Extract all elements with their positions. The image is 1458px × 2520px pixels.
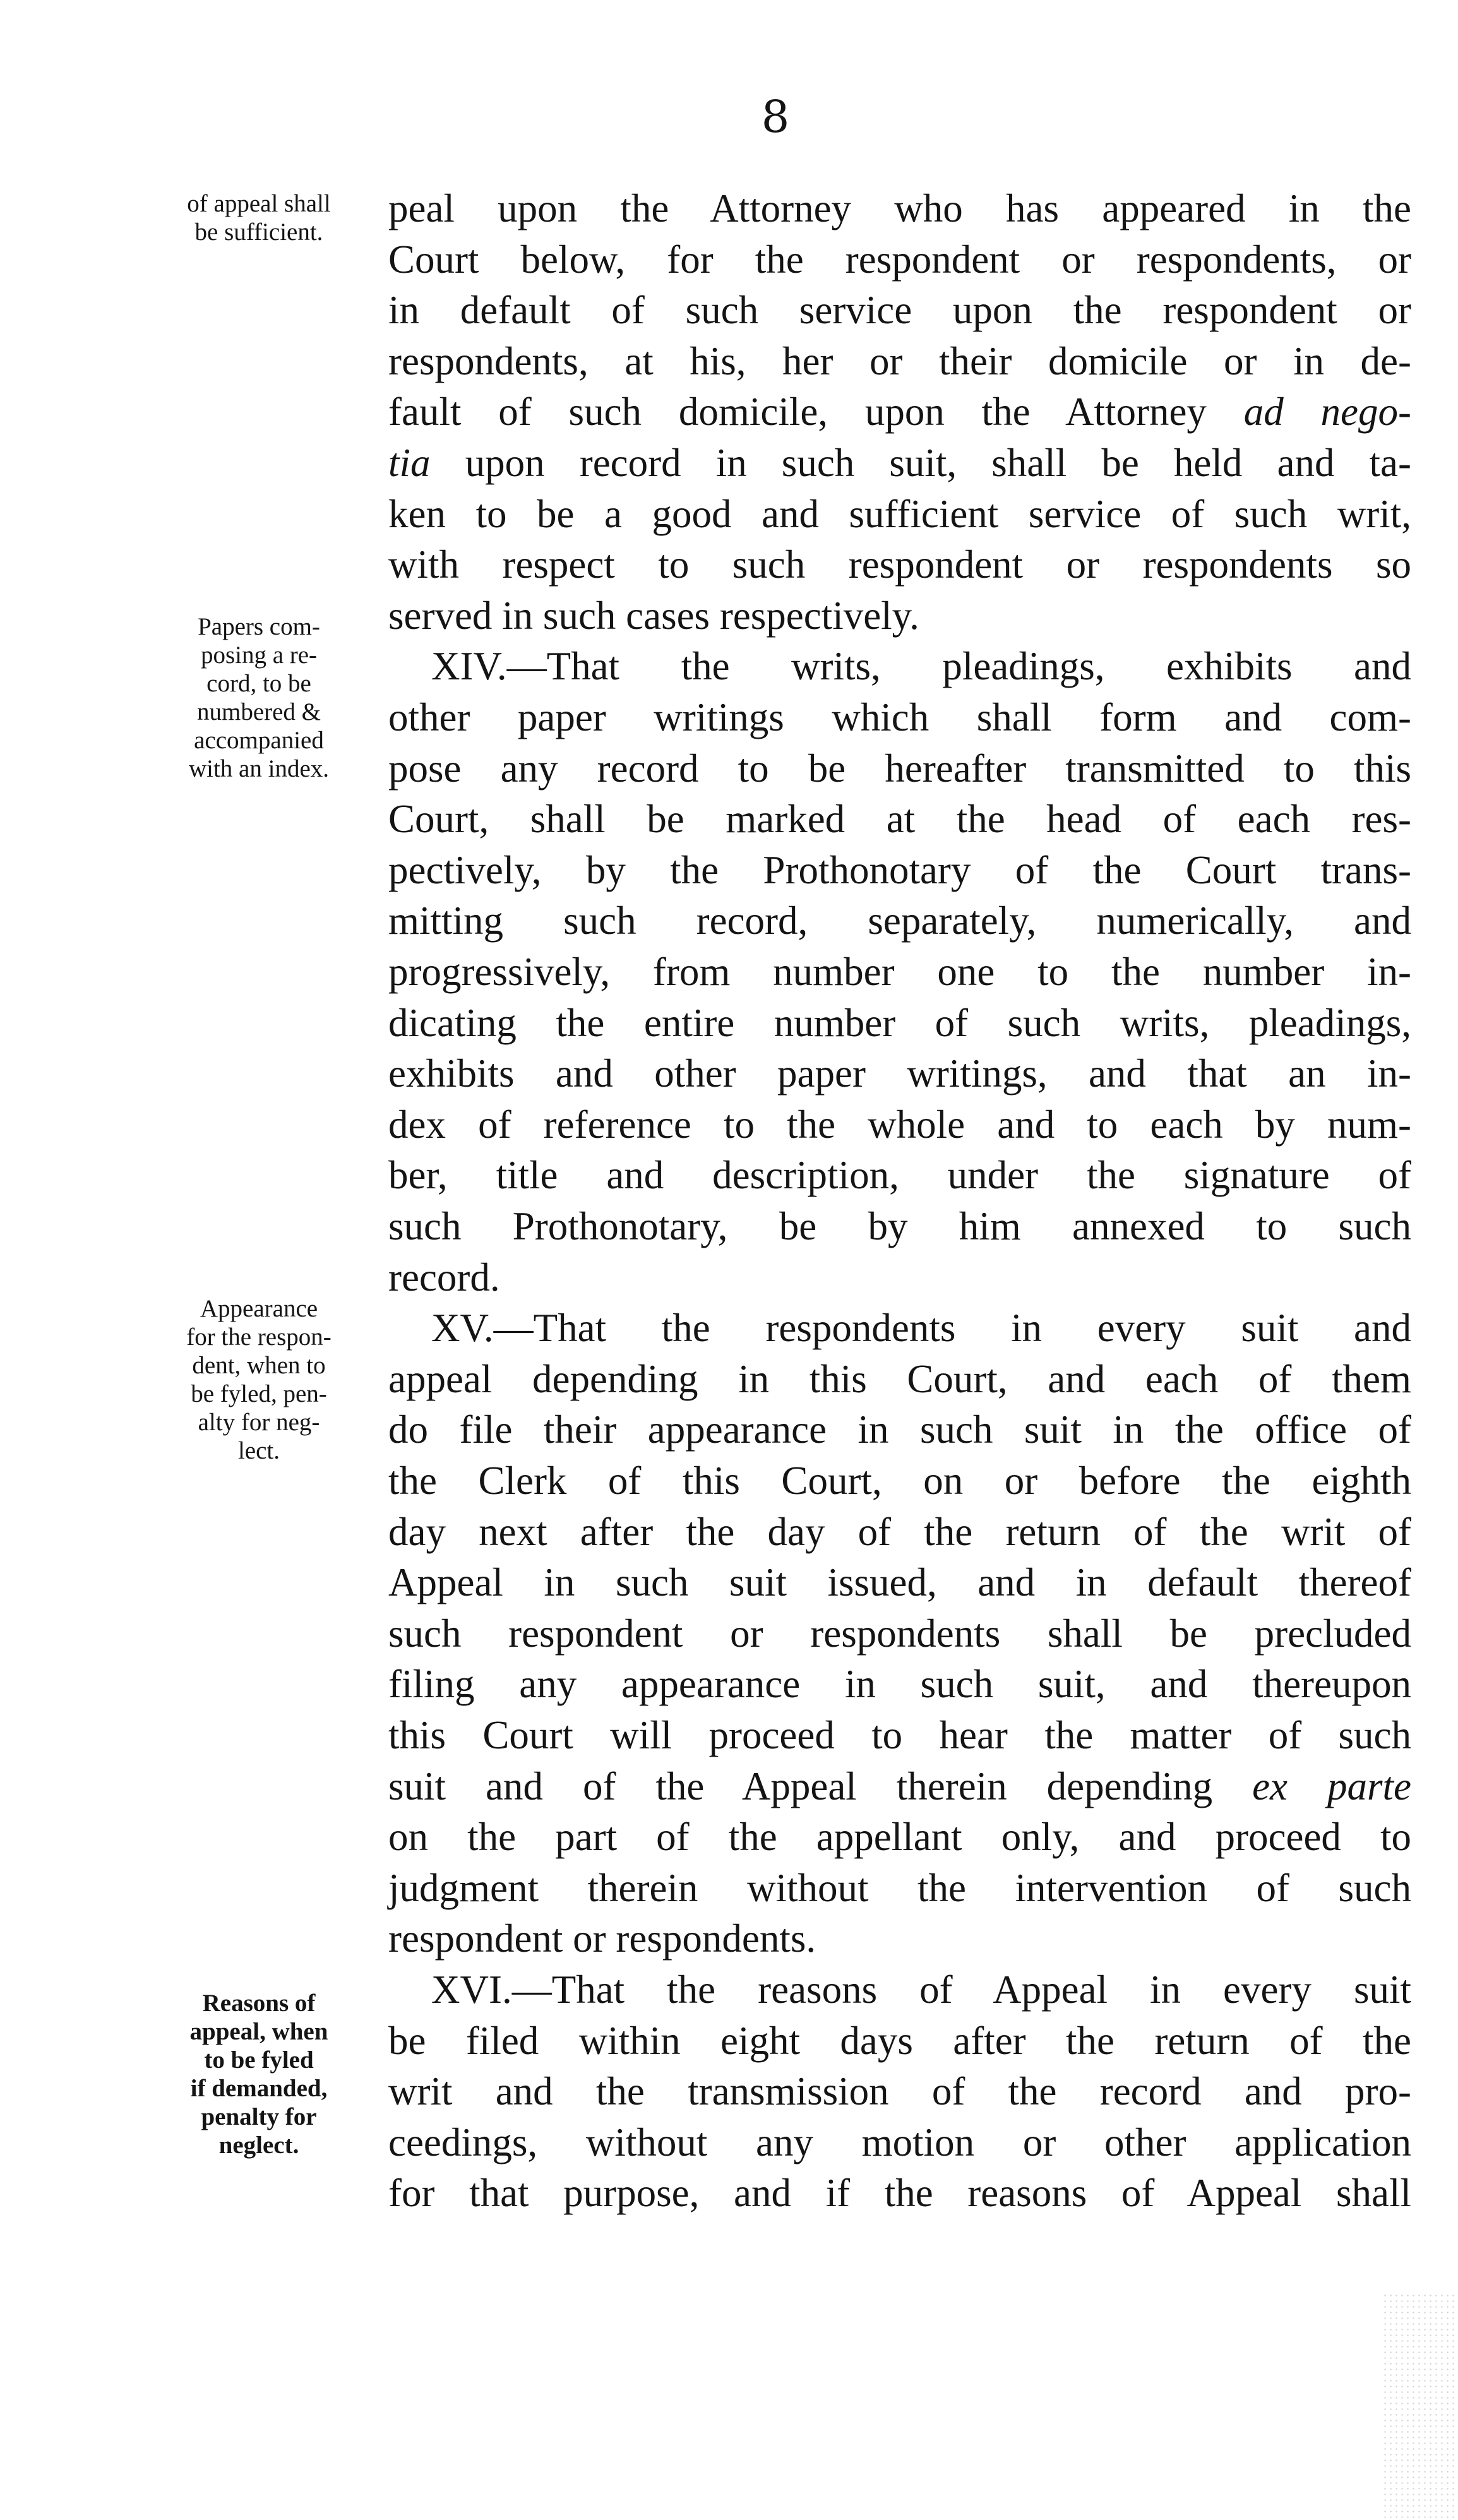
margin-note-line: appeal, when bbox=[189, 2018, 328, 2045]
margin-note-line: Appearance bbox=[200, 1295, 318, 1322]
margin-note-line: posing a re- bbox=[200, 642, 318, 669]
body-line: such Prothonotary, be by him annexed to such bbox=[388, 1204, 1411, 1248]
margin-note-line: neglect. bbox=[218, 2132, 299, 2159]
margin-note-line: alty for neg- bbox=[198, 1409, 320, 1436]
body-line: peal upon the Attorney who has appeared in the bbox=[388, 186, 1411, 230]
body-line: on the part of the appellant only, and proceed to bbox=[388, 1815, 1411, 1859]
margin-note-line: of appeal shall bbox=[187, 190, 331, 217]
body-line: other paper writings which shall form and com- bbox=[388, 695, 1411, 739]
body-line: in default of such service upon the respondent or bbox=[388, 288, 1411, 332]
margin-note-line: Papers com- bbox=[198, 613, 320, 640]
body-line: ken to be a good and sufficient service of such writ, bbox=[388, 492, 1411, 536]
margin-note-line: to be fyled bbox=[204, 2046, 314, 2074]
body-line: dex of reference to the whole and to each by num- bbox=[388, 1102, 1411, 1147]
body-line: filing any appearance in such suit, and thereupon bbox=[388, 1662, 1411, 1706]
body-line: Court, shall be marked at the head of each res- bbox=[388, 797, 1411, 841]
body-line: served in such cases respectively. bbox=[388, 594, 919, 638]
body-line: for that purpose, and if the reasons of Appeal shall bbox=[388, 2171, 1411, 2215]
body-line: Court below, for the respondent or respondents, or bbox=[388, 237, 1411, 282]
margin-note-line: numbered & bbox=[196, 698, 321, 726]
margin-note-line: if demanded, bbox=[190, 2075, 328, 2102]
margin-note-papers-record bbox=[145, 612, 373, 783]
body-line: tia upon record in such suit, shall be held and ta- bbox=[388, 441, 1411, 485]
margin-note-line: dent, when to bbox=[192, 1352, 326, 1379]
body-line: writ and the transmission of the record and pro- bbox=[388, 2069, 1411, 2113]
margin-note-line: be fyled, pen- bbox=[191, 1380, 327, 1407]
body-line: suit and of the Appeal therein depending ex parte bbox=[388, 1764, 1411, 1808]
body-line: this Court will proceed to hear the matter of such bbox=[388, 1713, 1411, 1757]
margin-note-line: penalty for bbox=[201, 2103, 317, 2130]
body-line: judgment therein without the intervention of such bbox=[388, 1866, 1411, 1910]
body-line: Appeal in such suit issued, and in default thereof bbox=[388, 1560, 1411, 1604]
margin-note-line: lect. bbox=[237, 1437, 280, 1464]
body-line: respondents, at his, her or their domicile or in de- bbox=[388, 339, 1411, 383]
body-line: progressively, from number one to the number in- bbox=[388, 950, 1411, 994]
body-line: XVI.—That the reasons of Appeal in every suit bbox=[431, 1968, 1411, 2012]
body-line: with respect to such respondent or respondents so bbox=[388, 542, 1411, 587]
body-line: do file their appearance in such suit in the office of bbox=[388, 1407, 1411, 1452]
body-line: be filed within eight days after the return of the bbox=[388, 2019, 1411, 2063]
margin-note-line: be sufficient. bbox=[194, 218, 323, 246]
margin-note-line: Reasons of bbox=[202, 1990, 316, 2017]
body-line: appeal depending in this Court, and each of them bbox=[388, 1357, 1411, 1401]
body-line: dicating the entire number of such writs, pleadings, bbox=[388, 1001, 1411, 1045]
body-line: pectively, by the Prothonotary of the Court trans- bbox=[388, 848, 1411, 892]
body-line: fault of such domicile, upon the Attorney ad nego- bbox=[388, 390, 1411, 434]
page-number: 8 bbox=[761, 91, 790, 143]
body-line: XIV.—That the writs, pleadings, exhibits and bbox=[431, 644, 1411, 688]
body-line: record. bbox=[388, 1255, 500, 1299]
margin-note-appeal-sufficient bbox=[145, 189, 373, 246]
body-line: such respondent or respondents shall be precluded bbox=[388, 1611, 1411, 1656]
body-line: day next after the day of the return of the writ of bbox=[388, 1510, 1411, 1554]
margin-note-line: cord, to be bbox=[206, 670, 311, 697]
scan-noise bbox=[1382, 2293, 1458, 2520]
body-line: exhibits and other paper writings, and that an in- bbox=[388, 1051, 1411, 1096]
margin-note-reasons bbox=[145, 1989, 373, 2159]
margin-note-appearance bbox=[145, 1294, 373, 1465]
body-line: mitting such record, separately, numerically, and bbox=[388, 899, 1411, 943]
margin-note-line: accompanied bbox=[194, 727, 324, 754]
body-line: pose any record to be hereafter transmitted to this bbox=[388, 746, 1411, 791]
margin-note-line: with an index. bbox=[188, 755, 330, 782]
body-line: the Clerk of this Court, on or before the eighth bbox=[388, 1459, 1411, 1503]
body-line: XV.—That the respondents in every suit and bbox=[431, 1306, 1411, 1350]
body-line: ber, title and description, under the signature of bbox=[388, 1153, 1411, 1197]
margin-note-line: for the respon- bbox=[186, 1323, 332, 1351]
body-line: respondent or respondents. bbox=[388, 1916, 816, 1961]
body-line: ceedings, without any motion or other application bbox=[388, 2120, 1411, 2165]
